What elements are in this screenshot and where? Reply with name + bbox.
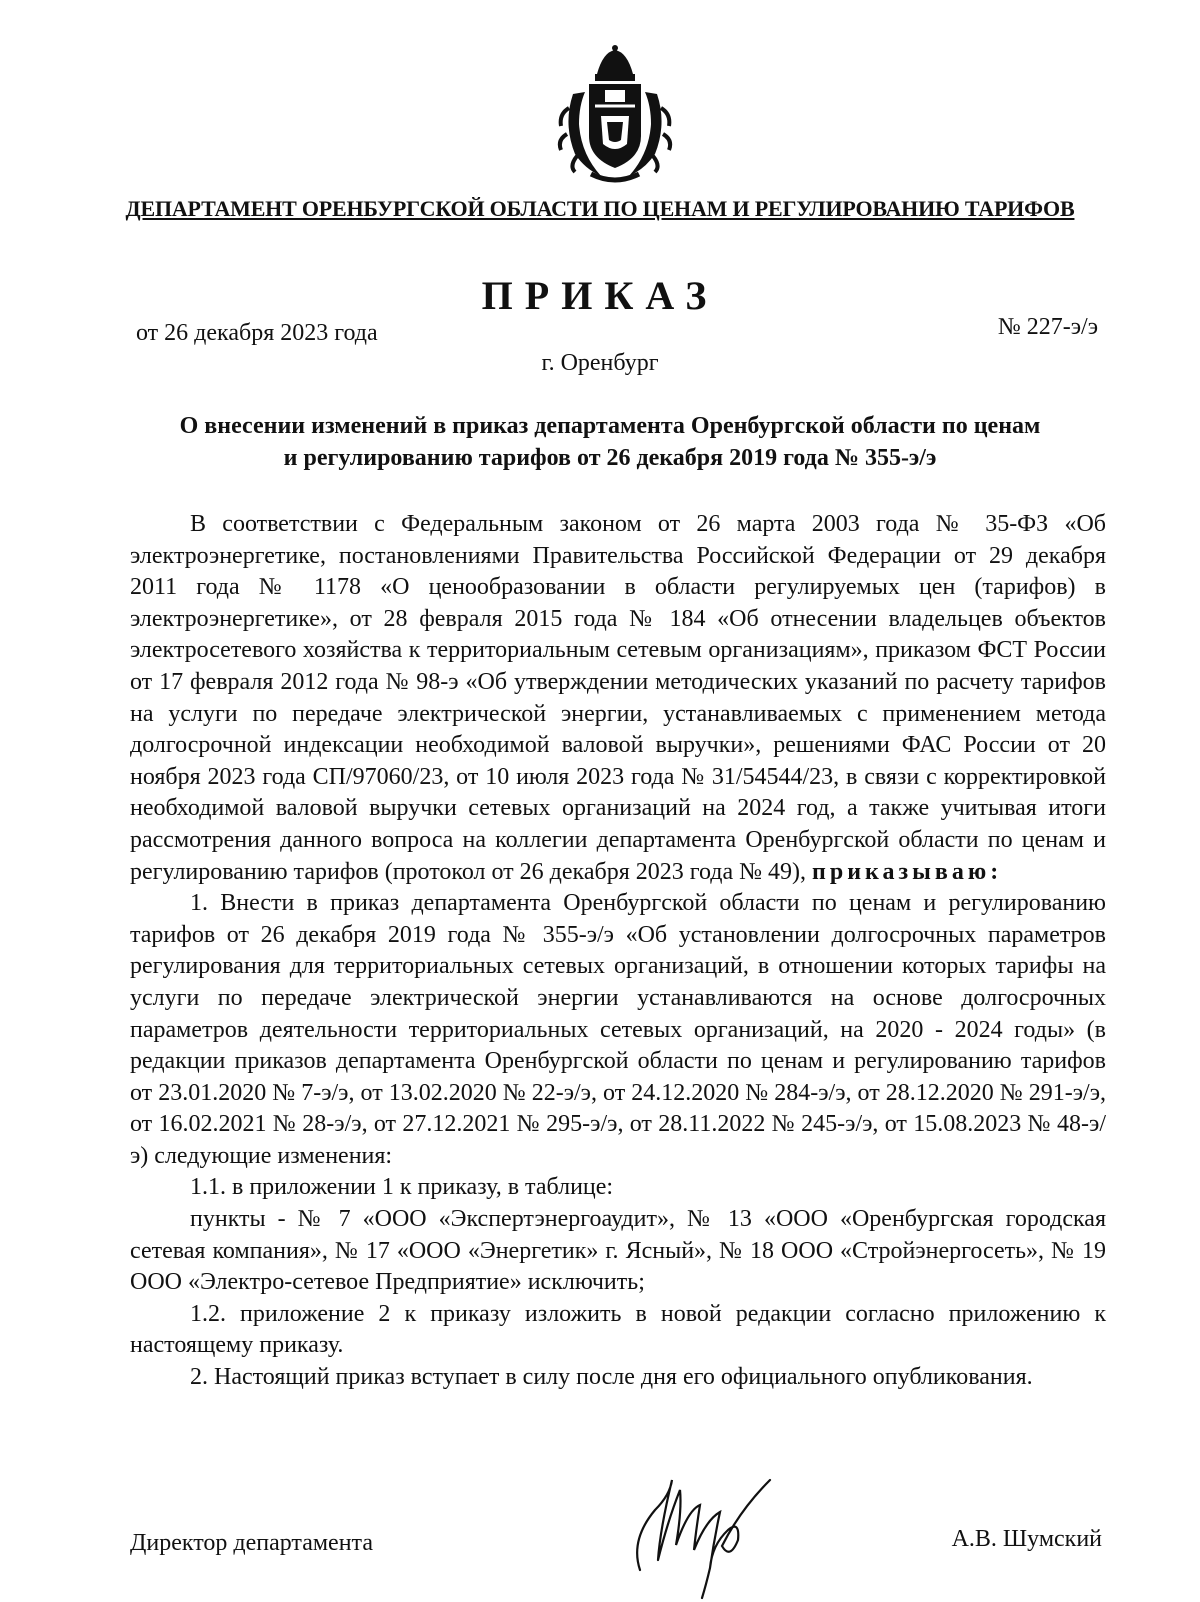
preamble-paragraph (130, 509, 1106, 888)
subject-line-1: О внесении изменений в приказ департамента Оренбургской области по ценам (179, 413, 1041, 439)
order-word: приказываю: (812, 858, 1003, 885)
handwritten-signature-icon (610, 1450, 810, 1600)
order-body (130, 509, 1106, 1394)
item-1-2-paragraph: 1.2. приложение 2 к приказу изложить в новой редакции согласно приложению к настоящему приказу. (130, 1300, 1106, 1359)
order-number: № 227-э/э (997, 314, 1098, 340)
item-1-paragraph: 1. Внести в приказ департамента Оренбургской области по ценам и регулированию тарифов от 26 декабря 2019 года № 355-э/э «Об установлении долгосрочных параметров регулирования для территориальных сетевых организаций, в отношении которых тарифы на услуги по передаче электрической энергии устанавливаются на основе долгосрочных параметров деятельности территориальных сетевых организаций, на 2020 - 2024 годы» (в редакции приказов департамента Оренбургской области по ценам и регулированию тарифов от 23.01.2020 № 7-э/э, от 13.02.2020 № 22-э/э, от 24.12.2020 № 284-э/э, от 28.12.2020 № 291-э/э, от 16.02.2021 № 28-э/э, от 27.12.2021 № 295-э/э, от 28.11.2022 № 245-э/э, от 15.08.2023 № 48-э/э) следующие изменения: (130, 890, 1106, 1169)
order-city: г. Оренбург (541, 350, 659, 376)
subject-line-2: и регулированию тарифов от 26 декабря 2019 года № 355-э/э (283, 445, 937, 471)
item-1-1-paragraph: 1.1. в приложении 1 к приказу, в таблице: (190, 1174, 614, 1201)
order-subject (110, 410, 1110, 474)
document-type-title: ПРИКАЗ (481, 273, 719, 318)
department-name: ДЕПАРТАМЕНТ ОРЕНБУРГСКОЙ ОБЛАСТИ ПО ЦЕНАМ И РЕГУЛИРОВАНИЮ ТАРИФОВ (125, 196, 1075, 221)
signatory-name: А.В. Шумский (951, 1526, 1102, 1552)
order-date: от 26 декабря 2023 года (136, 320, 378, 346)
item-1-1-text-paragraph: пункты - № 7 «ООО «Экспертэнергоаудит», № 13 «ООО «Оренбургская городская сетевая компания», № 17 «ООО «Энергетик» г. Ясный», № 18 ООО «Стройэнергосеть», № 19 ООО «Электро-сетевое Предприятие» исключить; (130, 1206, 1106, 1296)
preamble-text: В соответствии с Федеральным законом от 26 марта 2003 года № 35-ФЗ «Об электроэнергетике, постановлениями Правительства Российской Федерации от 29 декабря 2011 года № 1178 «О ценообразовании в области регулируемых цен (тарифов) в электроэнергетике», от 28 февраля 2015 года № 184 «Об отнесении владельцев объектов электросетевого хозяйства к территориальным сетевым организациям», приказом ФСТ России от 17 февраля 2012 года № 98-э «Об утверждении методических указаний по расчету тарифов на услуги по передаче электрической энергии, устанавливаемых с применением метода долгосрочной индексации необходимой валовой выручки», решениями ФАС России от 20 ноября 2023 года СП/97060/23, от 10 июля 2023 года № 31/54544/23, в связи с корректировкой необходимой валовой выручки сетевых организаций на 2024 год, а также учитывая итоги рассмотрения данного вопроса на коллегии департамента Оренбургской области по ценам и регулированию тарифов (протокол от 26 декабря 2023 года № 49), (130, 511, 1106, 885)
signatory-position: Директор департамента (130, 1530, 373, 1556)
item-2-paragraph: 2. Настоящий приказ вступает в силу после дня его официального опубликования. (190, 1364, 1033, 1391)
coat-of-arms-icon (555, 44, 675, 184)
